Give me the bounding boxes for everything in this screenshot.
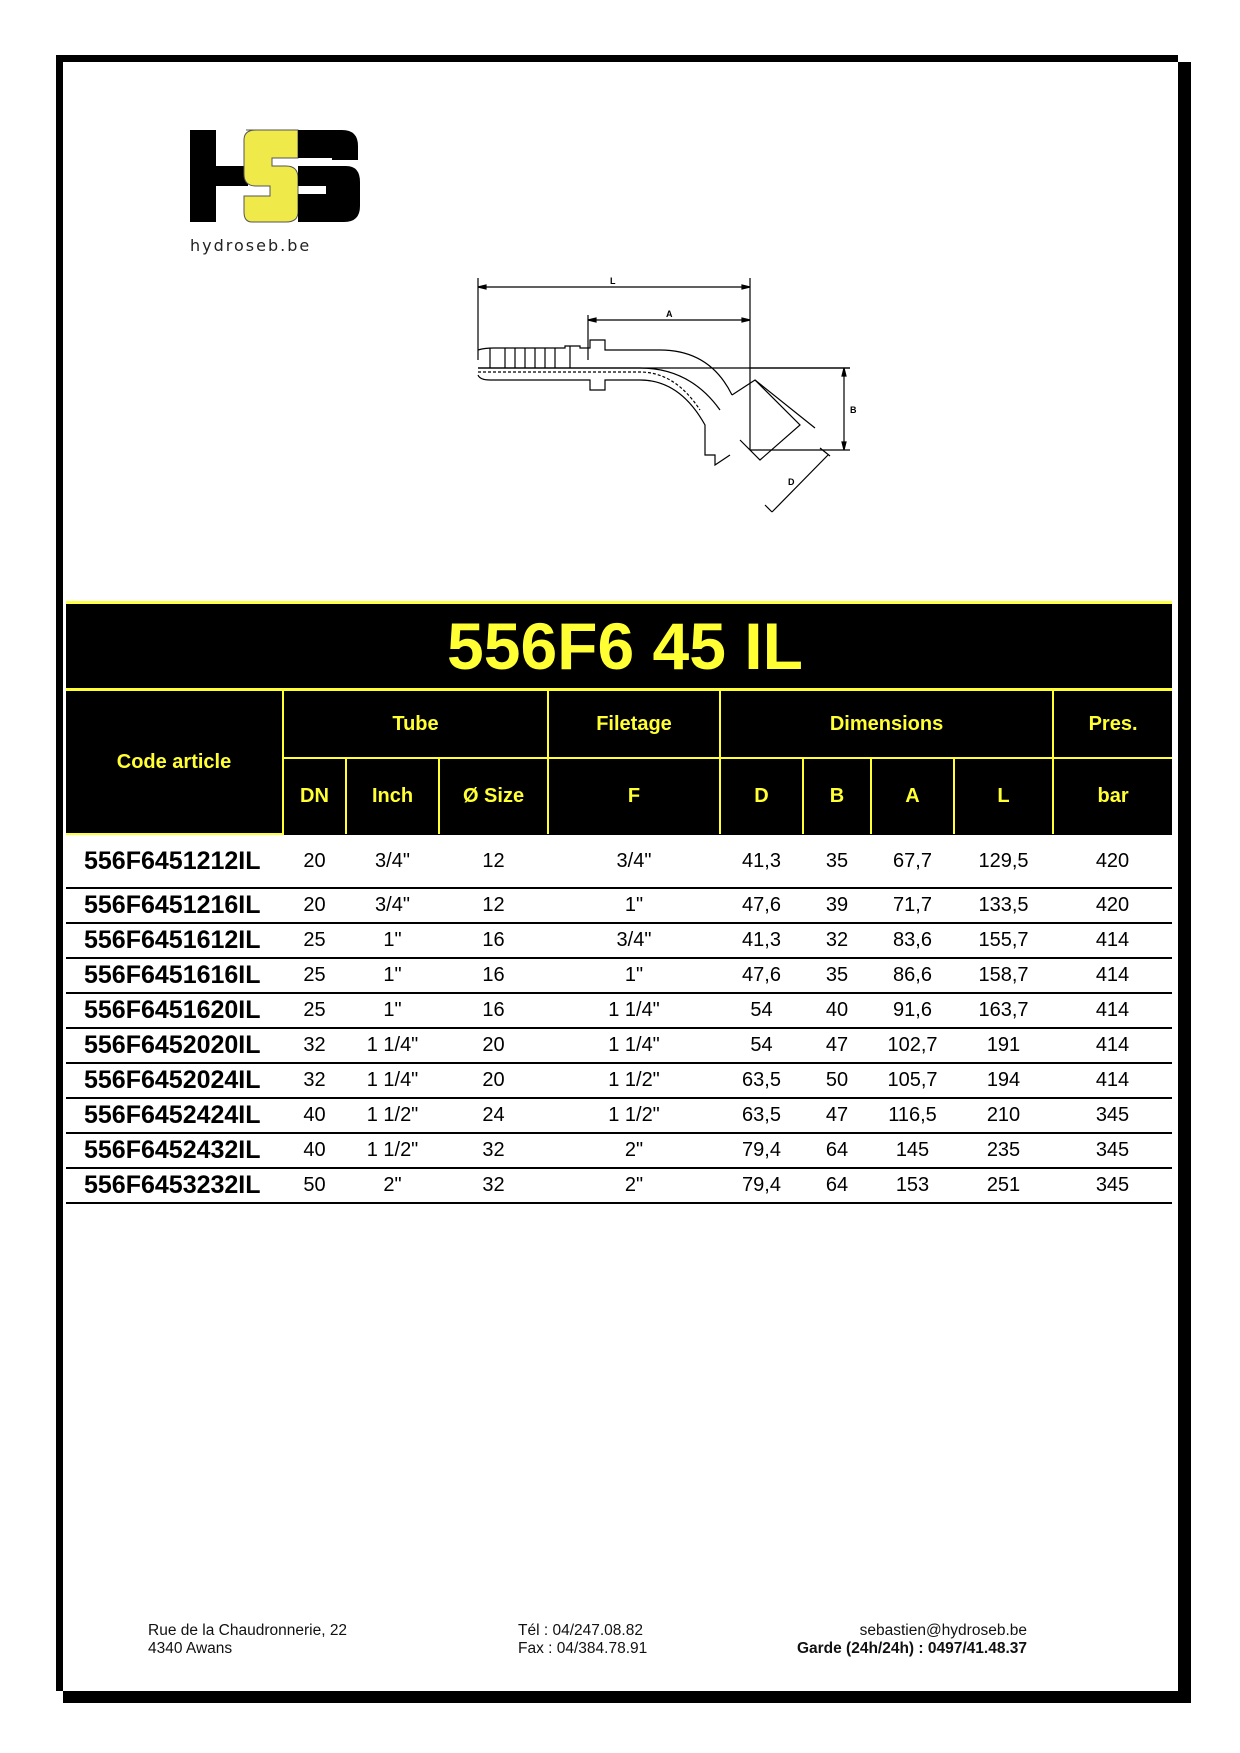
table-row [66, 993, 1172, 1028]
header-group-pres: Pres. [1053, 690, 1172, 759]
table-row [66, 923, 1172, 958]
page-frame-shadow-right [1178, 62, 1191, 1703]
cell-dn: 25 [283, 923, 346, 958]
cell-d: 79,4 [720, 1133, 803, 1168]
cell-d: 63,5 [720, 1063, 803, 1098]
cell-inch: 2" [346, 1168, 439, 1203]
footer-garde: Garde (24h/24h) : 0497/41.48.37 [796, 1640, 1027, 1657]
cell-b: 40 [803, 993, 871, 1028]
cell-code: 556F6451216IL [66, 888, 283, 923]
cell-l: 210 [954, 1098, 1053, 1133]
cell-size: 12 [439, 888, 548, 923]
cell-l: 191 [954, 1028, 1053, 1063]
cell-inch: 1" [346, 958, 439, 993]
cell-bar: 345 [1053, 1098, 1172, 1133]
cell-dn: 25 [283, 993, 346, 1028]
cell-f: 1 1/2" [548, 1098, 720, 1133]
cell-dn: 32 [283, 1063, 346, 1098]
cell-b: 64 [803, 1133, 871, 1168]
cell-b: 47 [803, 1098, 871, 1133]
cell-code: 556F6453232IL [66, 1168, 283, 1203]
cell-inch: 1 1/2" [346, 1098, 439, 1133]
header-f: F [548, 758, 720, 834]
cell-d: 41,3 [720, 923, 803, 958]
cell-l: 194 [954, 1063, 1053, 1098]
header-group-filetage: Filetage [548, 690, 720, 759]
svg-text:L: L [610, 276, 616, 286]
header-code-article: Code article [66, 690, 283, 835]
page-frame-shadow-bottom [63, 1691, 1191, 1703]
cell-a: 153 [871, 1168, 954, 1203]
cell-d: 63,5 [720, 1098, 803, 1133]
cell-a: 102,7 [871, 1028, 954, 1063]
cell-code: 556F6451616IL [66, 958, 283, 993]
cell-b: 35 [803, 835, 871, 888]
cell-size: 16 [439, 993, 548, 1028]
cell-inch: 1" [346, 923, 439, 958]
cell-f: 3/4" [548, 923, 720, 958]
svg-text:B: B [850, 405, 857, 415]
cell-a: 91,6 [871, 993, 954, 1028]
cell-d: 47,6 [720, 958, 803, 993]
cell-a: 71,7 [871, 888, 954, 923]
cell-f: 2" [548, 1133, 720, 1168]
table-header [66, 688, 1172, 835]
table-row [66, 1133, 1172, 1168]
cell-inch: 3/4" [346, 888, 439, 923]
header-bar: bar [1053, 758, 1172, 834]
header-group-dimensions: Dimensions [720, 690, 1053, 759]
header-size: Ø Size [439, 758, 548, 834]
product-table [66, 601, 1172, 1204]
cell-dn: 50 [283, 1168, 346, 1203]
footer-phone [518, 1622, 647, 1658]
cell-size: 16 [439, 923, 548, 958]
table-row [66, 1168, 1172, 1203]
cell-d: 54 [720, 1028, 803, 1063]
cell-d: 47,6 [720, 888, 803, 923]
cell-dn: 20 [283, 835, 346, 888]
cell-code: 556F6452432IL [66, 1133, 283, 1168]
table-row [66, 1063, 1172, 1098]
cell-dn: 20 [283, 888, 346, 923]
header-inch: Inch [346, 758, 439, 834]
cell-a: 83,6 [871, 923, 954, 958]
table-row [66, 835, 1172, 888]
cell-l: 155,7 [954, 923, 1053, 958]
cell-a: 86,6 [871, 958, 954, 993]
cell-code: 556F6451612IL [66, 923, 283, 958]
cell-code: 556F6452024IL [66, 1063, 283, 1098]
cell-inch: 1" [346, 993, 439, 1028]
table-body [66, 835, 1172, 1204]
cell-f: 1" [548, 958, 720, 993]
cell-dn: 32 [283, 1028, 346, 1063]
svg-text:A: A [666, 309, 673, 319]
cell-bar: 420 [1053, 835, 1172, 888]
cell-b: 32 [803, 923, 871, 958]
cell-bar: 414 [1053, 923, 1172, 958]
cell-f: 2" [548, 1168, 720, 1203]
cell-l: 163,7 [954, 993, 1053, 1028]
product-title: 556F6 45 IL [447, 609, 803, 683]
cell-b: 35 [803, 958, 871, 993]
cell-a: 67,7 [871, 835, 954, 888]
cell-a: 145 [871, 1133, 954, 1168]
cell-size: 32 [439, 1168, 548, 1203]
cell-code: 556F6452424IL [66, 1098, 283, 1133]
cell-d: 41,3 [720, 835, 803, 888]
cell-inch: 1 1/4" [346, 1063, 439, 1098]
cell-code: 556F6452020IL [66, 1028, 283, 1063]
table-row [66, 1098, 1172, 1133]
cell-inch: 1 1/2" [346, 1133, 439, 1168]
cell-size: 20 [439, 1063, 548, 1098]
cell-bar: 414 [1053, 958, 1172, 993]
cell-code: 556F6451212IL [66, 835, 283, 888]
header-l: L [954, 758, 1053, 834]
header-d: D [720, 758, 803, 834]
header-group-tube: Tube [283, 690, 548, 759]
cell-b: 47 [803, 1028, 871, 1063]
cell-b: 64 [803, 1168, 871, 1203]
product-title-bar [66, 601, 1172, 688]
table-row [66, 1028, 1172, 1063]
cell-f: 1" [548, 888, 720, 923]
cell-dn: 40 [283, 1133, 346, 1168]
cell-inch: 1 1/4" [346, 1028, 439, 1063]
footer-tel: Tél : 04/247.08.82 [518, 1622, 643, 1639]
cell-bar: 414 [1053, 1063, 1172, 1098]
cell-size: 12 [439, 835, 548, 888]
cell-f: 1 1/4" [548, 993, 720, 1028]
cell-size: 24 [439, 1098, 548, 1133]
footer-email[interactable]: sebastien@hydroseb.be [859, 1622, 1027, 1639]
cell-bar: 420 [1053, 888, 1172, 923]
cell-f: 1 1/4" [548, 1028, 720, 1063]
footer-address-line2: 4340 Awans [148, 1640, 233, 1657]
footer-address-line1: Rue de la Chaudronnerie, 22 [148, 1622, 348, 1639]
cell-a: 116,5 [871, 1098, 954, 1133]
cell-b: 39 [803, 888, 871, 923]
cell-d: 54 [720, 993, 803, 1028]
header-b: B [803, 758, 871, 834]
cell-size: 16 [439, 958, 548, 993]
footer-contact [797, 1622, 1027, 1658]
footer-fax: Fax : 04/384.78.91 [518, 1640, 648, 1657]
cell-code: 556F6451620IL [66, 993, 283, 1028]
svg-text:D: D [788, 477, 795, 487]
cell-size: 32 [439, 1133, 548, 1168]
cell-bar: 345 [1053, 1133, 1172, 1168]
cell-f: 1 1/2" [548, 1063, 720, 1098]
cell-size: 20 [439, 1028, 548, 1063]
fitting-drawing-icon [470, 276, 857, 520]
cell-l: 235 [954, 1133, 1053, 1168]
cell-l: 129,5 [954, 835, 1053, 888]
cell-f: 3/4" [548, 835, 720, 888]
table-row [66, 888, 1172, 923]
table-row [66, 958, 1172, 993]
cell-b: 50 [803, 1063, 871, 1098]
cell-bar: 414 [1053, 993, 1172, 1028]
cell-bar: 345 [1053, 1168, 1172, 1203]
cell-bar: 414 [1053, 1028, 1172, 1063]
cell-l: 158,7 [954, 958, 1053, 993]
header-dn: DN [283, 758, 346, 834]
footer-address [148, 1622, 347, 1658]
cell-d: 79,4 [720, 1168, 803, 1203]
cell-l: 251 [954, 1168, 1053, 1203]
cell-dn: 40 [283, 1098, 346, 1133]
cell-inch: 3/4" [346, 835, 439, 888]
cell-l: 133,5 [954, 888, 1053, 923]
header-a: A [871, 758, 954, 834]
cell-a: 105,7 [871, 1063, 954, 1098]
cell-dn: 25 [283, 958, 346, 993]
logo-brand-text: hydroseb.be [190, 236, 312, 255]
